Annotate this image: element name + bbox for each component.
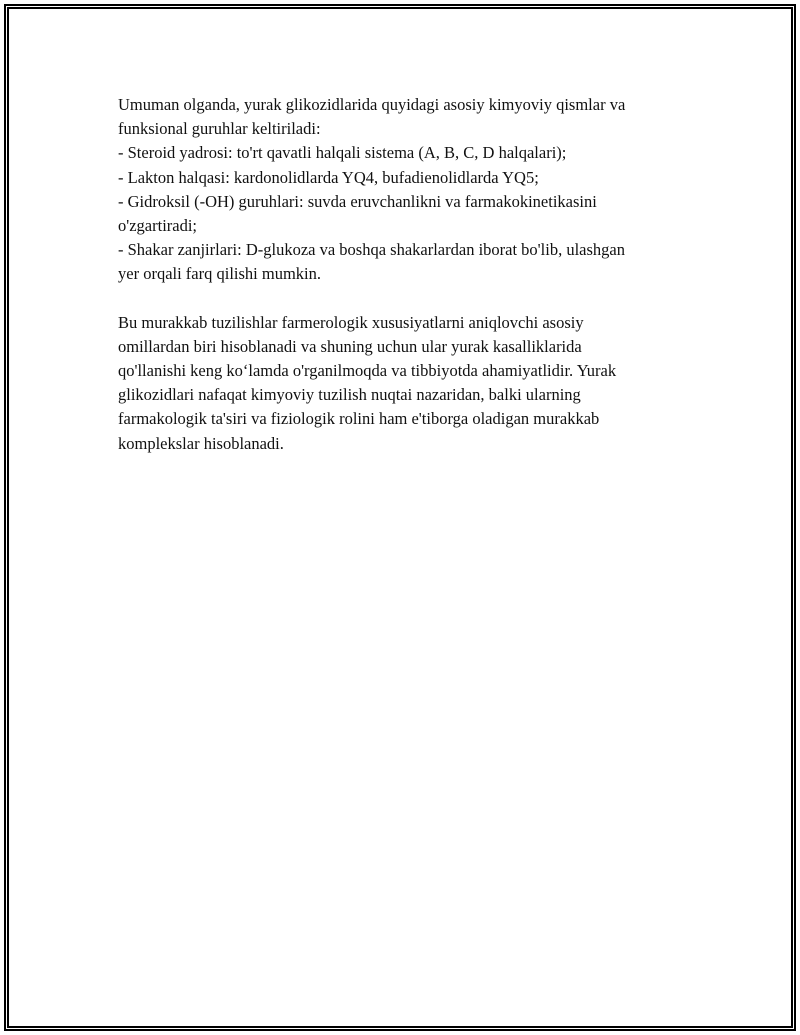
text-line: Umuman olganda, yurak glikozidlarida quyidagi asosiy kimyoviy qismlar va (118, 95, 626, 114)
list-item-sugar: - Shakar zanjirlari: D-glukoza va boshqa shakarlardan iborat bo'lib, ulashgan (118, 240, 625, 260)
text-line: Bu murakkab tuzilishlar farmerologik xususiyatlarni aniqlovchi asosiy (118, 312, 584, 332)
paragraph-significance (118, 311, 698, 456)
list-item-lactone: - Lakton halqasi: kardonolidlarda YQ4, bufadienolidlarda YQ5; (118, 167, 539, 187)
paragraph-chemical-parts (118, 93, 698, 287)
text-line: farmakologik ta'siri va fiziologik rolini ham e'tiborga oladigan murakkab (118, 409, 600, 429)
text-line: funksional guruhlar keltiriladi: (118, 119, 321, 139)
text-line: glikozidlari nafaqat kimyoviy tuzilish nuqtai nazaridan, balki ularning (118, 385, 581, 405)
text-line: qo'llanishi keng ko‘lamda o'rganilmoqda va tibbiyotda ahamiyatlidir. Yurak (118, 361, 617, 381)
list-item-steroid: - Steroid yadrosi: to'rt qavatli halqali sistema (A, B, C, D halqalari); (118, 143, 567, 163)
list-item-hydroxyl-cont: o'zgartiradi; (118, 216, 198, 236)
text-line: omillardan biri hisoblanadi va shuning uchun ular yurak kasalliklarida (118, 336, 582, 356)
text-line: komplekslar hisoblanadi. (118, 433, 284, 453)
list-item-sugar-cont: yer orqali farq qilishi mumkin. (118, 264, 322, 284)
list-item-hydroxyl: - Gidroksil (-OH) guruhlari: suvda eruvchanlikni va farmakokinetikasini (118, 191, 597, 211)
document-body (118, 93, 698, 480)
